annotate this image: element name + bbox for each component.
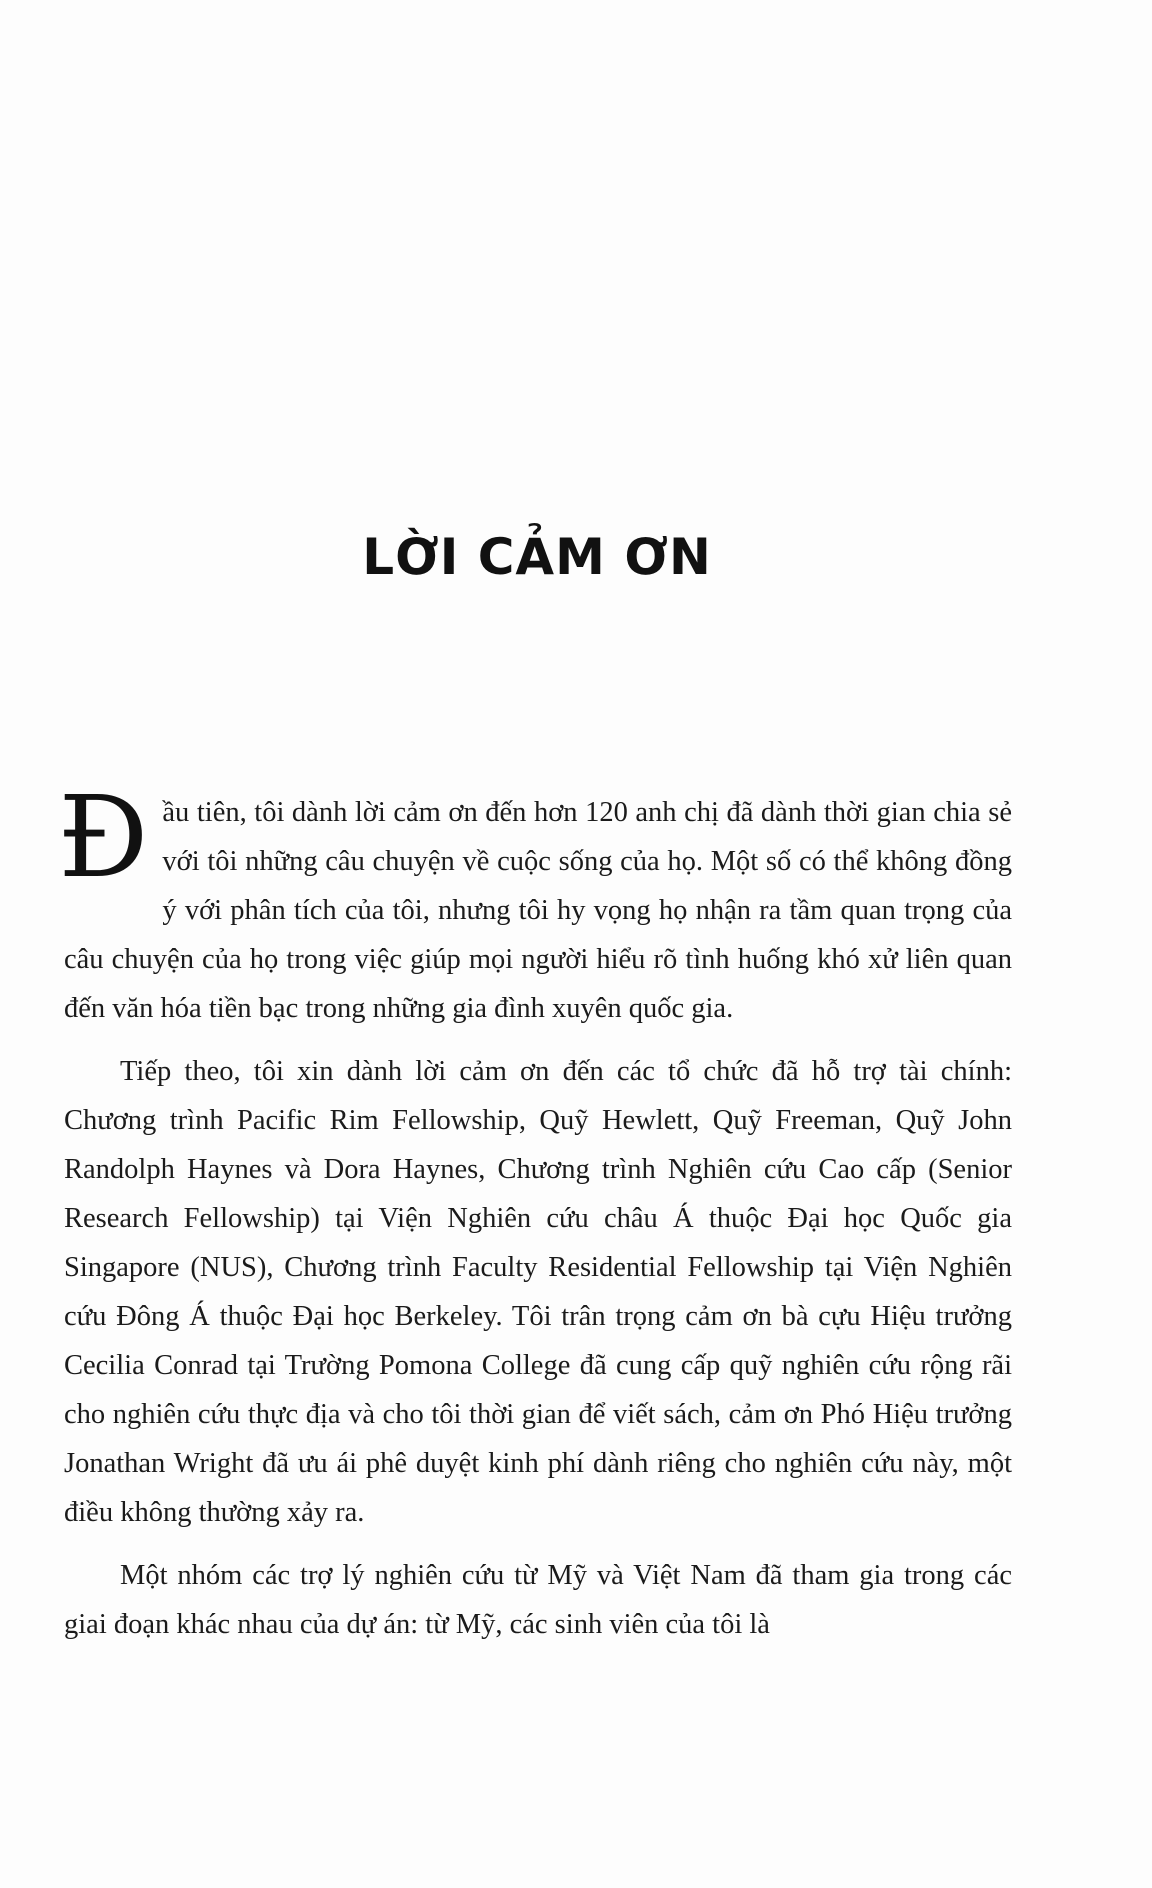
paragraph-1-text: ầu tiên, tôi dành lời cảm ơn đến hơn 120 anh chị đã dành thời gian chia sẻ với tôi những câu chuyện về cuộc sống của họ. Một số có thể không đồng ý với phân tích của tôi, nhưng tôi hy vọng họ nhận ra tầm quan trọng của câu chuyện của họ trong việc giúp mọi người hiểu rõ tình huống khó xử liên quan đến văn hóa tiền bạc trong những gia đình xuyên quốc gia. (64, 797, 1012, 1024)
paragraph-3: Một nhóm các trợ lý nghiên cứu từ Mỹ và Việt Nam đã tham gia trong các giai đoạn khác nhau của dự án: từ Mỹ, các sinh viên của tôi là (64, 1560, 1012, 1640)
paragraph-1 (58, 773, 1012, 1033)
drop-cap-letter: Đ (58, 773, 149, 903)
paragraph-2: Tiếp theo, tôi xin dành lời cảm ơn đến các tổ chức đã hỗ trợ tài chính: Chương trình Pacific Rim Fellowship, Quỹ Hewlett, Quỹ Freeman, Quỹ John Randolph Haynes và Dora Haynes, Chương trình Nghiên cứu Cao cấp (Senior Research Fellowship) tại Viện Nghiên cứu châu Á thuộc Đại học Quốc gia Singapore (NUS), Chương trình Faculty Residential Fellowship tại Viện Nghiên cứu Đông Á thuộc Đại học Berkeley. Tôi trân trọng cảm ơn bà cựu Hiệu trưởng Cecilia Conrad tại Trường Pomona College đã cung cấp quỹ nghiên cứu rộng rãi cho nghiên cứu thực địa và cho tôi thời gian để viết sách, cảm ơn Phó Hiệu trưởng Jonathan Wright đã ưu ái phê duyệt kinh phí dành riêng cho nghiên cứu này, một điều không thường xảy ra. (64, 1056, 1012, 1528)
body-text (58, 773, 1012, 1663)
chapter-title: LỜI CẢM ƠN (362, 528, 712, 586)
